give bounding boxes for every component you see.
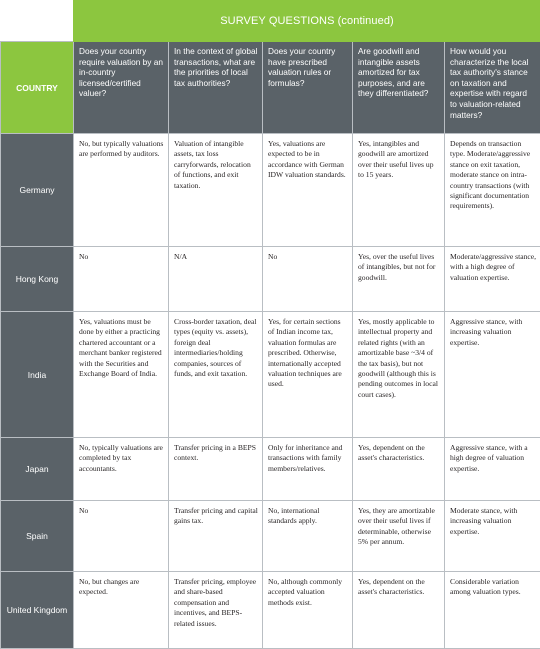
answer-cell: Yes, valuations must be done by either a practicing chartered accountant or a merchant banker registered with the Securities and Exchange Board of India. bbox=[74, 312, 169, 438]
answer-cell: Moderate stance, with increasing valuation expertise. bbox=[445, 501, 540, 572]
country-header: COUNTRY bbox=[1, 42, 74, 134]
banner bbox=[74, 1, 540, 42]
banner-row bbox=[1, 1, 540, 42]
answer-cell: Transfer pricing in a BEPS context. bbox=[169, 438, 263, 501]
table-row bbox=[1, 501, 540, 572]
answer-cell: Aggressive stance, with a high degree of valuation expertise. bbox=[445, 438, 540, 501]
answer-cell: No, international standards apply. bbox=[263, 501, 353, 572]
answer-cell: No bbox=[263, 247, 353, 312]
answer-cell: No, but typically valuations are performed by auditors. bbox=[74, 134, 169, 247]
country-cell: Hong Kong bbox=[1, 247, 74, 312]
country-cell: Japan bbox=[1, 438, 74, 501]
answer-cell: Yes, dependent on the asset's characteristics. bbox=[353, 572, 445, 649]
table-row bbox=[1, 134, 540, 247]
answer-cell: No bbox=[74, 247, 169, 312]
answer-cell: No, typically valuations are completed by tax accountants. bbox=[74, 438, 169, 501]
answer-cell: Yes, dependent on the asset's characteristics. bbox=[353, 438, 445, 501]
banner-blank bbox=[1, 1, 74, 42]
country-cell: India bbox=[1, 312, 74, 438]
answer-cell: N/A bbox=[169, 247, 263, 312]
country-cell: United Kingdom bbox=[1, 572, 74, 649]
table-row bbox=[1, 312, 540, 438]
banner-title: SURVEY QUESTIONS (continued) bbox=[220, 15, 394, 27]
answer-cell: Yes, valuations are expected to be in accordance with German IDW valuation standards. bbox=[263, 134, 353, 247]
question-header-4: Are goodwill and intangible assets amortized for tax purposes, and are they differentiated? bbox=[353, 42, 445, 134]
answer-cell: Depends on transaction type. Moderate/aggressive stance on exit taxation, moderate stance on intra-country transactions (with significant documentation requirements). bbox=[445, 134, 540, 247]
answer-cell: No bbox=[74, 501, 169, 572]
question-header-1: Does your country require valuation by an in-country licensed/certified valuer? bbox=[74, 42, 169, 134]
header-row bbox=[1, 42, 540, 134]
answer-cell: Transfer pricing, employee and share-based compensation and incentives, and BEPS-related issues. bbox=[169, 572, 263, 649]
answer-cell: Yes, they are amortizable over their useful lives if determinable, otherwise 5% per annum. bbox=[353, 501, 445, 572]
answer-cell: Valuation of intangible assets, tax loss carryforwards, relocation of functions, and exit taxation. bbox=[169, 134, 263, 247]
answer-cell: Yes, intangibles and goodwill are amortized over their useful lives up to 15 years. bbox=[353, 134, 445, 247]
answer-cell: Moderate/aggressive stance, with a high degree of valuation expertise. bbox=[445, 247, 540, 312]
answer-cell: Yes, for certain sections of Indian income tax, valuation formulas are prescribed. Otherwise, internationally accepted valuation techniques are used. bbox=[263, 312, 353, 438]
table-row bbox=[1, 247, 540, 312]
question-header-3: Does your country have prescribed valuation rules or formulas? bbox=[263, 42, 353, 134]
answer-cell: Yes, over the useful lives of intangibles, but not for goodwill. bbox=[353, 247, 445, 312]
country-cell: Germany bbox=[1, 134, 74, 247]
table-row bbox=[1, 572, 540, 649]
answer-cell: No, although commonly accepted valuation methods exist. bbox=[263, 572, 353, 649]
table-row bbox=[1, 438, 540, 501]
answer-cell: Considerable variation among valuation types. bbox=[445, 572, 540, 649]
country-cell: Spain bbox=[1, 501, 74, 572]
question-header-2: In the context of global transactions, what are the priorities of local tax authorities? bbox=[169, 42, 263, 134]
answer-cell: Cross-border taxation, deal types (equity vs. assets), foreign deal intermediaries/holding companies, sources of funds, and exit taxation. bbox=[169, 312, 263, 438]
answer-cell: Yes, mostly applicable to intellectual property and related rights (with an amortizable base ~3/4 of the tax basis), but not goodwill (although this is pending outcomes in local court cases). bbox=[353, 312, 445, 438]
answer-cell: Transfer pricing and capital gains tax. bbox=[169, 501, 263, 572]
answer-cell: Only for inheritance and transactions with family members/relatives. bbox=[263, 438, 353, 501]
question-header-5: How would you characterize the local tax authority's stance on taxation and expertise with regard to valuation-related matters? bbox=[445, 42, 540, 134]
answer-cell: Aggressive stance, with increasing valuation expertise. bbox=[445, 312, 540, 438]
answer-cell: No, but changes are expected. bbox=[74, 572, 169, 649]
